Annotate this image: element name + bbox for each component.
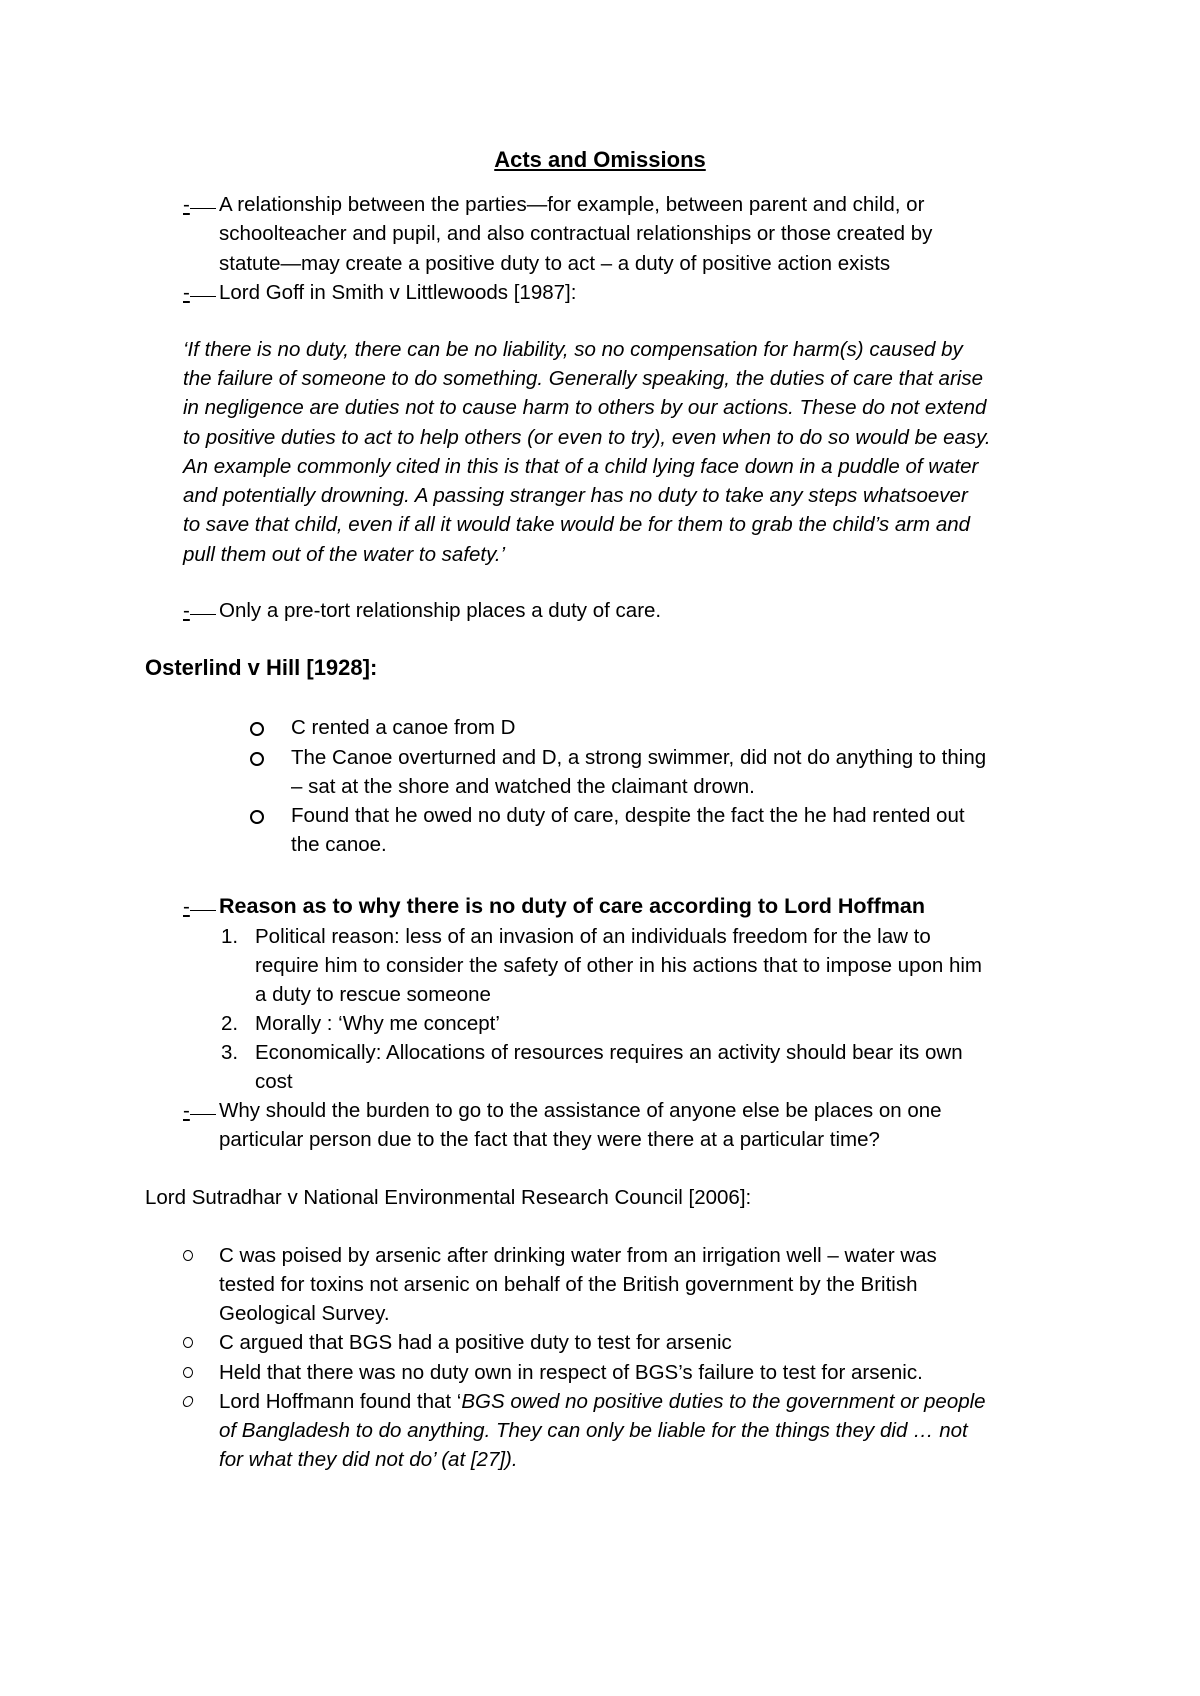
dash-marker: - <box>183 1096 217 1126</box>
bullet-icon <box>183 1337 193 1348</box>
hoffmann-line <box>219 1387 986 1417</box>
section-heading-sutradhar: Lord Sutradhar v National Environmental Research Council [2006]: <box>145 1186 752 1209</box>
hoffmann-prefix: Lord Hoffmann found that ‘ <box>219 1390 462 1413</box>
osterlind-bullet: Found that he owed no duty of care, despite the fact the he had rented out <box>291 804 965 827</box>
bullet-icon <box>182 1396 194 1407</box>
intro-line: schoolteacher and pupil, and also contractual relationships or those created by <box>219 222 933 245</box>
pre-tort-line: Only a pre-tort relationship places a duty of care. <box>219 599 662 622</box>
quote-line: and potentially drowning. A passing stranger has no duty to take any steps whatsoever <box>183 484 968 507</box>
quote-line: the failure of someone to do something. Generally speaking, the duties of care that arise <box>183 367 983 390</box>
hoffmann-quote: BGS owed no positive duties to the government or people <box>461 1390 986 1413</box>
case-citation: Lord Goff in Smith v Littlewoods [1987]: <box>219 281 577 304</box>
reason-line: Political reason: less of an invasion of an individuals freedom for the law to <box>255 925 931 948</box>
reason-line: cost <box>255 1070 293 1093</box>
quote-line: to save that child, even if all it would take would be for them to grab the child’s arm and <box>183 513 971 536</box>
bullet-icon <box>250 752 264 766</box>
bullet-icon <box>250 722 264 736</box>
section-heading-osterlind: Osterlind v Hill [1928]: <box>145 655 378 680</box>
hoffmann-quote: of Bangladesh to do anything. They can only be liable for the things they did … not <box>219 1419 968 1442</box>
reason-line: a duty to rescue someone <box>255 983 491 1006</box>
dash-marker: - <box>183 278 217 308</box>
intro-line: statute—may create a positive duty to act – a duty of positive action exists <box>219 252 891 275</box>
sutradhar-bullet: C argued that BGS had a positive duty to test for arsenic <box>219 1331 732 1354</box>
osterlind-bullet: the canoe. <box>291 833 387 856</box>
osterlind-bullet: C rented a canoe from D <box>291 716 516 739</box>
quote-line: An example commonly cited in this is that of a child lying face down in a puddle of water <box>183 455 979 478</box>
hoffmann-quote: for what they did not do’ (at [27]). <box>219 1448 518 1471</box>
bullet-icon <box>250 810 264 824</box>
dash-marker: - <box>183 892 217 922</box>
reason-line: Economically: Allocations of resources requires an activity should bear its own <box>255 1041 963 1064</box>
dash-marker: - <box>183 190 217 220</box>
sutradhar-bullet: Geological Survey. <box>219 1302 390 1325</box>
quote-line: pull them out of the water to safety.’ <box>183 543 506 566</box>
reason-line: Morally : ‘Why me concept’ <box>255 1012 500 1035</box>
osterlind-bullet: The Canoe overturned and D, a strong swimmer, did not do anything to thing <box>291 746 987 769</box>
bullet-icon <box>183 1367 193 1378</box>
sutradhar-bullet: Held that there was no duty own in respect of BGS’s failure to test for arsenic. <box>219 1361 923 1384</box>
section-heading-reasons: Reason as to why there is no duty of care according to Lord Hoffman <box>219 894 926 918</box>
sutradhar-bullet: tested for toxins not arsenic on behalf of the British government by the British <box>219 1273 918 1296</box>
sutradhar-bullet: C was poised by arsenic after drinking water from an irrigation well – water was <box>219 1244 937 1267</box>
list-number: 1. <box>221 925 239 948</box>
quote-line: to positive duties to act to help others (or even to try), even when to do so would be easy. <box>183 426 991 449</box>
quote-line: in negligence are duties not to cause harm to others by our actions. These do not extend <box>183 396 987 419</box>
quote-line: ‘If there is no duty, there can be no liability, so no compensation for harm(s) caused by <box>183 338 963 361</box>
osterlind-bullet: – sat at the shore and watched the claimant drown. <box>291 775 755 798</box>
burden-line: Why should the burden to go to the assistance of anyone else be places on one <box>219 1099 942 1122</box>
reason-line: require him to consider the safety of other in his actions that to impose upon him <box>255 954 982 977</box>
list-number: 2. <box>221 1012 239 1035</box>
list-number: 3. <box>221 1041 239 1064</box>
bullet-icon <box>183 1250 193 1261</box>
dash-marker: - <box>183 596 217 626</box>
burden-line: particular person due to the fact that they were there at a particular time? <box>219 1128 880 1151</box>
page-title: Acts and Omissions <box>494 147 706 172</box>
intro-line: A relationship between the parties—for example, between parent and child, or <box>219 193 925 216</box>
